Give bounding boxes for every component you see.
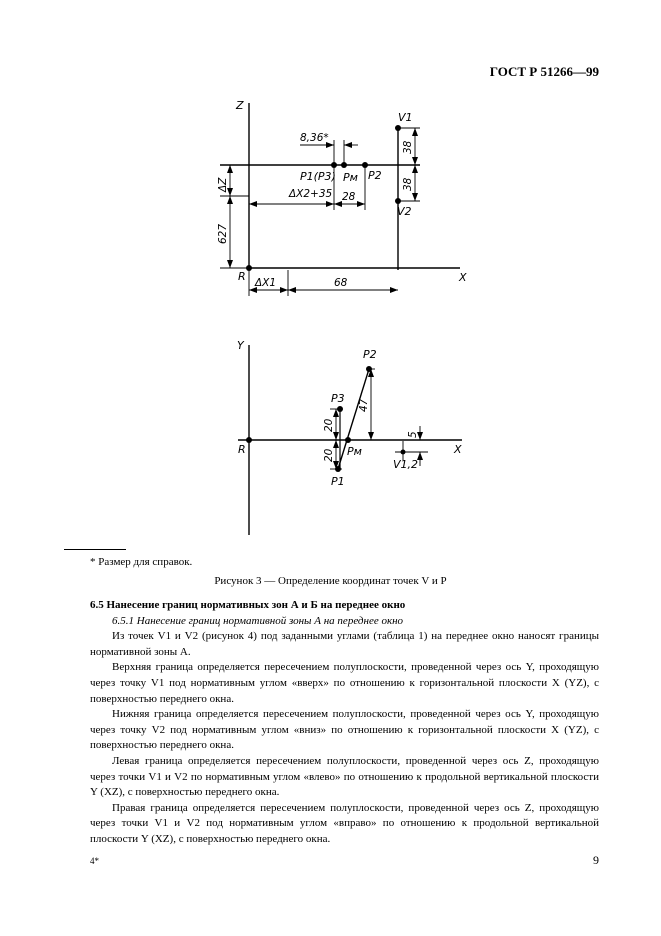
sheet-mark: 4* [90,856,99,866]
document-header: ГОСТ Р 51266—99 [489,64,599,79]
point-v12 [401,450,406,455]
point-p2-top [362,162,368,168]
footnote: * Размер для справок. [90,556,193,568]
label-v1: V1 [398,111,413,124]
point-r-bottom [246,437,252,443]
point-v2 [395,198,401,204]
label-x-axis-bottom: X [454,443,462,456]
label-z-axis: Z [236,99,244,112]
dim-label-68: 68 [334,277,348,289]
label-y-axis: Y [237,339,244,352]
footnote-divider [64,549,126,550]
label-pm-top: Pм [343,171,358,184]
paragraph: Нижняя граница определяется пересечением полуплоскости, проведенной через ось Y, проходящую через точку V2 под нормативным углом «вниз» по отношению к горизонтальной плоскости X (YZ), с поверхностью переднего окна. [90,708,599,752]
label-v12: V1,2 [393,458,419,471]
dim-label-dz: ΔZ [217,177,229,192]
section-title: 6.5 Нанесение границ нормативных зон А и Б на переднее окно [90,599,406,611]
subsection-title: 6.5.1 Нанесение границ нормативной зоны А на переднее окно [112,614,404,627]
point-pm-top [341,162,347,168]
dim-label-28: 28 [342,191,356,203]
dim-label-20-top: 20 [323,418,335,432]
point-p3 [337,406,343,412]
label-v2: V2 [397,205,412,218]
point-pm-bottom [345,437,351,443]
body-text [90,598,599,848]
paragraph: Из точек V1 и V2 (рисунок 4) под заданными углами (таблица 1) на переднее окно наносят границы нормативной зоны А. [90,630,599,658]
paragraph: Левая граница определяется пересечением полуплоскости, проведенной через ось Z, проходящую через точки V1 и V2 по нормативным углом «влево» по отношению к продольной вертикальной плоскости Y (XZ), с поверхностью переднего окна. [90,754,599,799]
point-v1 [395,125,401,131]
dim-label-5: 5 [407,431,419,438]
dim-label-836: 8,36* [300,132,329,144]
label-r-top: R [238,270,246,283]
figure-caption: Рисунок 3 — Определение координат точек V и P [214,575,447,587]
dim-label-dx2: ΔX2+35 [289,188,333,200]
label-p3: P3 [331,392,345,405]
label-x-axis: X [459,271,467,284]
dim-label-47: 47 [358,398,370,412]
label-p1p3: P1(P3) [300,170,336,183]
dim-label-627: 627 [217,223,229,244]
dim-label-20-bottom: 20 [323,448,335,462]
label-p2-bottom: P2 [363,348,377,361]
dim-label-38-top: 38 [402,140,414,154]
label-p2-top: P2 [368,169,382,182]
dim-label-dx1: ΔX1 [255,277,277,289]
dim-label-38-bottom: 38 [402,177,414,191]
figure-top [220,103,460,296]
point-p2-bottom [366,366,372,372]
point-r-top [246,265,252,271]
label-r-bottom: R [238,443,246,456]
label-p1: P1 [331,475,345,488]
label-pm-bottom: Pм [347,445,362,458]
point-p1p3 [331,162,337,168]
paragraph: Верхняя граница определяется пересечением полуплоскости, проведенной через ось Y, проходящую через точку V1 под нормативным углом «вверх» по отношению к горизонтальной плоскости X (YZ), с поверхностью переднего окна. [90,661,599,705]
point-p1 [335,466,341,472]
page-number: 9 [593,853,599,867]
paragraph: Правая граница определяется пересечением полуплоскости, проведенной через ось Z, проходящую через точки V1 и V2 под нормативным углом «вправо» по отношению к продольной вертикальной плоскости Y (XZ), с поверхностью переднего окна. [90,801,599,845]
